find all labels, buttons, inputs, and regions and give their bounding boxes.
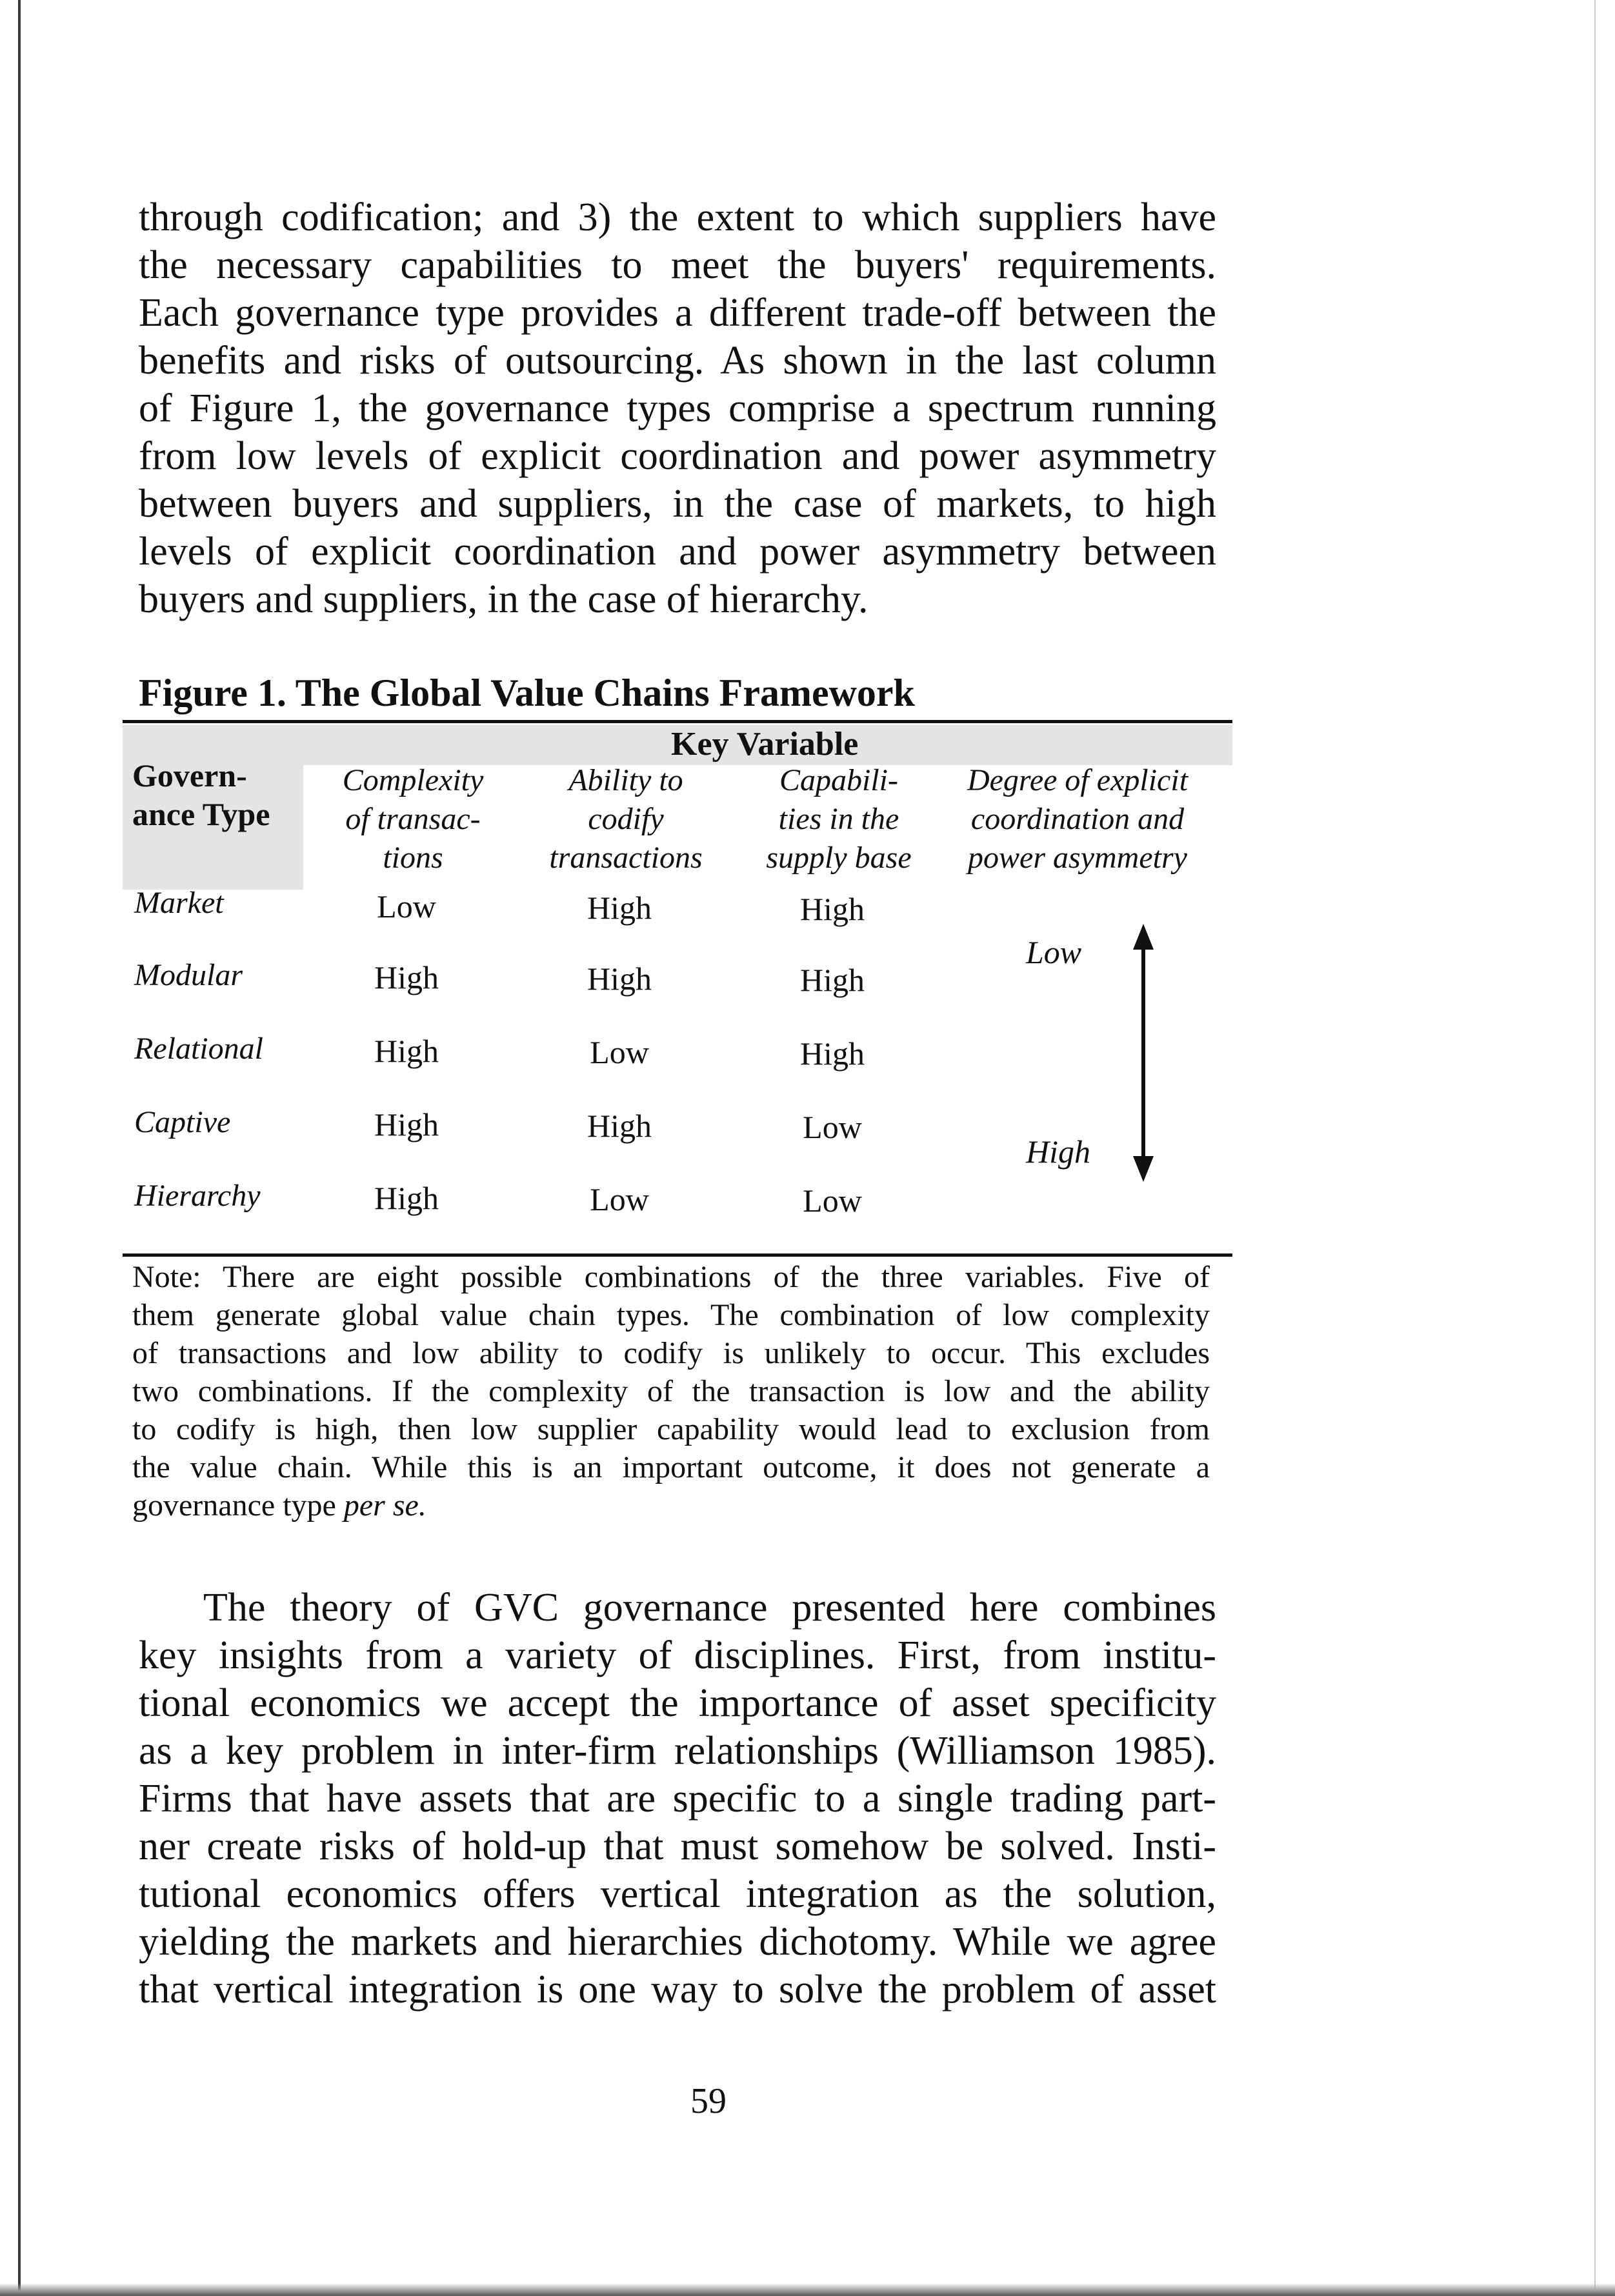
text-line: Firms that have assets that are specific to a single trading part- <box>139 1777 1216 1821</box>
row-label-market: Market <box>134 886 224 920</box>
header-line: of transac- <box>345 802 481 836</box>
header-line: transactions <box>549 841 703 875</box>
table-cell: High <box>800 962 865 998</box>
text-line: ner create risks of hold-up that must somehow be solved. Insti- <box>139 1824 1216 1868</box>
text-line: that vertical integration is one way to solve the problem of asset <box>139 1968 1216 2011</box>
page-bottom-shadow <box>0 2283 1615 2296</box>
row-label-hierarchy: Hierarchy <box>134 1179 261 1213</box>
header-line: coordination and <box>970 802 1185 836</box>
column-header-degree <box>942 761 1213 877</box>
column-header-complexity <box>316 761 510 877</box>
table-cell: High <box>374 959 439 995</box>
text-line: through codification; and 3) the extent to which suppliers have <box>139 195 1216 239</box>
figure-title: Figure 1. The Global Value Chains Framework <box>139 672 915 714</box>
table-cell: High <box>800 891 865 927</box>
table-top-rule <box>123 720 1232 723</box>
note-line <box>132 1486 1210 1524</box>
page-binding-edge <box>18 0 21 2296</box>
text-line: yielding the markets and hierarchies dichotomy. While we agree <box>139 1920 1216 1964</box>
text-line: The theory of GVC governance presented here combines <box>203 1586 1216 1630</box>
table-cell: High <box>587 1108 652 1144</box>
header-line: ance Type <box>132 796 270 832</box>
table-cell: Low <box>803 1109 862 1145</box>
note-line: Note: There are eight possible combinations of the three variables. Five of <box>132 1260 1210 1294</box>
degree-low-label: Low <box>1026 934 1082 970</box>
note-line: two combinations. If the complexity of the transaction is low and the ability <box>132 1374 1210 1408</box>
header-line: Complexity <box>342 763 484 797</box>
table-cell: High <box>800 1035 865 1072</box>
page-number: 59 <box>690 2081 727 2121</box>
header-line: tions <box>383 841 443 875</box>
note-line: the value chain. While this is an important outcome, it does not generate a <box>132 1450 1210 1484</box>
note-italic-text: per se. <box>343 1488 426 1522</box>
row-label-captive: Captive <box>134 1105 231 1139</box>
header-line: ties in the <box>778 802 899 836</box>
text-line: levels of explicit coordination and power asymmetry between <box>139 530 1216 574</box>
text-line: buyers and suppliers, in the case of hierarchy. <box>139 577 868 621</box>
table-cell: Low <box>590 1181 649 1217</box>
column-header-codify <box>529 761 723 877</box>
text-line: tutional economics offers vertical integration as the solution, <box>139 1872 1216 1916</box>
text-line: from low levels of explicit coordination and power asymmetry <box>139 434 1216 478</box>
note-line: to codify is high, then low supplier capability would lead to exclusion from <box>132 1412 1210 1446</box>
header-line: supply base <box>766 841 912 875</box>
table-cell: High <box>374 1033 439 1069</box>
text-line: key insights from a variety of disciplines. First, from institu- <box>139 1633 1216 1677</box>
table-cell: High <box>374 1106 439 1143</box>
table-bottom-rule <box>123 1253 1232 1257</box>
key-variable-header: Key Variable <box>671 726 859 763</box>
text-line: as a key problem in inter-firm relationships (Williamson 1985). <box>139 1729 1216 1773</box>
table-cell: High <box>587 961 652 997</box>
text-line: between buyers and suppliers, in the case of markets, to high <box>139 482 1216 526</box>
text-line: tional economics we accept the importance of asset specificity <box>139 1681 1216 1725</box>
column-header-capabilities <box>742 761 936 877</box>
table-cell: High <box>587 890 652 926</box>
row-label-relational: Relational <box>134 1032 263 1066</box>
header-line: codify <box>588 802 664 836</box>
table-cell: High <box>374 1180 439 1216</box>
row-label-modular: Modular <box>134 958 243 992</box>
header-line: Degree of explicit <box>967 763 1189 797</box>
note-line: of transactions and low ability to codify is unlikely to occur. This excludes <box>132 1336 1210 1370</box>
page-right-edge <box>1594 0 1596 2296</box>
header-line: power asymmetry <box>968 841 1187 875</box>
table-cell: Low <box>377 888 436 924</box>
body-paragraph-1 <box>139 194 1216 623</box>
header-line: Capabili- <box>779 763 898 797</box>
table-cell: Low <box>803 1183 862 1219</box>
double-arrow-icon <box>1130 924 1156 1182</box>
text-line: of Figure 1, the governance types comprise a spectrum running <box>139 386 1216 430</box>
table-cell: Low <box>590 1034 649 1070</box>
text-line: benefits and risks of outsourcing. As shown in the last column <box>139 339 1216 383</box>
text-line: Each governance type provides a different trade-off between the <box>139 291 1216 335</box>
degree-high-label: High <box>1026 1133 1090 1170</box>
header-line: Govern- <box>132 757 247 794</box>
figure-note <box>132 1258 1210 1524</box>
text-line: the necessary capabilities to meet the buyers' requirements. <box>139 243 1216 287</box>
governance-type-header <box>132 756 270 834</box>
header-line: Ability to <box>568 763 683 797</box>
body-paragraph-2 <box>139 1584 1216 2013</box>
note-text: governance type <box>132 1488 344 1522</box>
note-line: them generate global value chain types. The combination of low complexity <box>132 1298 1210 1332</box>
